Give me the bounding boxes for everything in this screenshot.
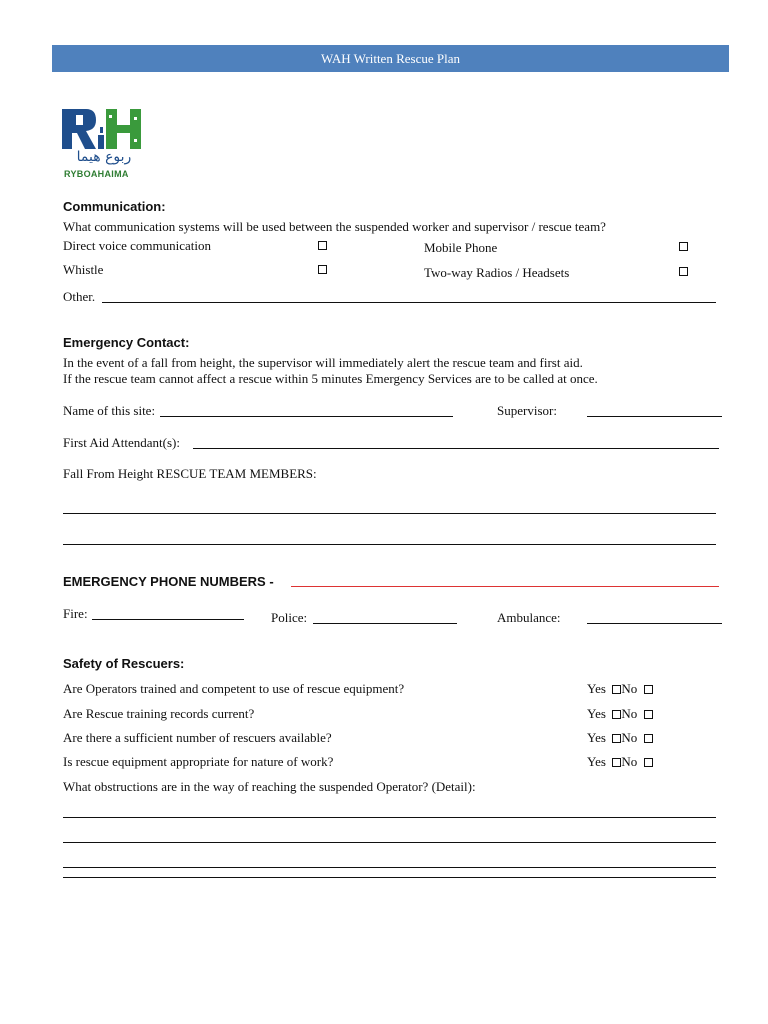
supervisor-label: Supervisor: xyxy=(497,403,557,418)
rescue-team-line-1[interactable] xyxy=(63,513,716,514)
no-label: No xyxy=(621,681,638,696)
phone-numbers-red-line[interactable] xyxy=(291,586,719,587)
company-logo xyxy=(62,105,152,180)
fire-input-line[interactable] xyxy=(92,619,244,620)
obstructions-line-1[interactable] xyxy=(63,817,716,818)
logo-skyline-icon xyxy=(62,105,144,151)
option-two-way-radios-label: Two-way Radios / Headsets xyxy=(424,265,570,280)
yes-checkbox[interactable] xyxy=(612,685,621,694)
obstructions-label: What obstructions are in the way of reaching the suspended Operator? (Detail): xyxy=(63,779,476,794)
option-mobile-phone-label: Mobile Phone xyxy=(424,240,498,255)
site-name-label: Name of this site: xyxy=(63,403,156,418)
supervisor-input-line[interactable] xyxy=(587,416,722,417)
ambulance-input-line[interactable] xyxy=(587,623,722,624)
safety-question-2: Are Rescue training records current? xyxy=(63,706,255,721)
obstructions-line-4[interactable] xyxy=(63,877,716,878)
other-input-line[interactable] xyxy=(102,302,716,303)
safety-answer-1 xyxy=(587,681,653,697)
site-name-input-line[interactable] xyxy=(160,416,453,417)
communication-heading: Communication: xyxy=(63,199,166,214)
first-aid-label: First Aid Attendant(s): xyxy=(63,435,180,450)
police-label: Police: xyxy=(271,610,308,625)
option-direct-voice-checkbox[interactable] xyxy=(318,241,327,250)
no-checkbox[interactable] xyxy=(644,734,653,743)
emergency-contact-heading: Emergency Contact: xyxy=(63,335,190,350)
page-title-banner: WAH Written Rescue Plan xyxy=(52,45,729,72)
ambulance-label: Ambulance: xyxy=(497,610,561,625)
safety-question-3: Are there a sufficient number of rescuers available? xyxy=(63,730,332,745)
safety-question-1: Are Operators trained and competent to use of rescue equipment? xyxy=(63,681,405,696)
no-checkbox[interactable] xyxy=(644,710,653,719)
yes-checkbox[interactable] xyxy=(612,758,621,767)
no-label: No xyxy=(621,730,638,745)
rescue-team-line-2[interactable] xyxy=(63,544,716,545)
no-checkbox[interactable] xyxy=(644,685,653,694)
safety-answer-4 xyxy=(587,754,653,770)
yes-label: Yes xyxy=(587,706,606,721)
no-label: No xyxy=(621,706,638,721)
safety-question-4: Is rescue equipment appropriate for nature of work? xyxy=(63,754,334,769)
obstructions-line-2[interactable] xyxy=(63,842,716,843)
rescue-team-label: Fall From Height RESCUE TEAM MEMBERS: xyxy=(63,466,317,481)
logo-arabic-text: ربوع هيما xyxy=(76,149,132,165)
fire-label: Fire: xyxy=(63,606,88,621)
emergency-contact-line2: If the rescue team cannot affect a rescue within 5 minutes Emergency Services are to be called at once. xyxy=(63,371,598,386)
option-whistle-label: Whistle xyxy=(63,262,104,277)
option-direct-voice-label: Direct voice communication xyxy=(63,238,212,253)
no-label: No xyxy=(621,754,638,769)
police-input-line[interactable] xyxy=(313,623,457,624)
first-aid-input-line[interactable] xyxy=(193,448,719,449)
yes-label: Yes xyxy=(587,681,606,696)
emergency-contact-line1: In the event of a fall from height, the supervisor will immediately alert the rescue team and first aid. xyxy=(63,355,583,370)
no-checkbox[interactable] xyxy=(644,758,653,767)
logo-name: RYBOAHAIMA xyxy=(64,169,129,179)
yes-label: Yes xyxy=(587,730,606,745)
obstructions-line-3[interactable] xyxy=(63,867,716,868)
yes-label: Yes xyxy=(587,754,606,769)
safety-heading: Safety of Rescuers: xyxy=(63,656,185,671)
phone-numbers-heading: EMERGENCY PHONE NUMBERS - xyxy=(63,574,274,589)
option-two-way-radios-checkbox[interactable] xyxy=(679,267,688,276)
safety-answer-3 xyxy=(587,730,653,746)
option-mobile-phone-checkbox[interactable] xyxy=(679,242,688,251)
option-whistle-checkbox[interactable] xyxy=(318,265,327,274)
other-label: Other. xyxy=(63,289,96,304)
yes-checkbox[interactable] xyxy=(612,710,621,719)
yes-checkbox[interactable] xyxy=(612,734,621,743)
safety-answer-2 xyxy=(587,706,653,722)
communication-question: What communication systems will be used between the suspended worker and supervisor / rescue team? xyxy=(63,219,606,234)
